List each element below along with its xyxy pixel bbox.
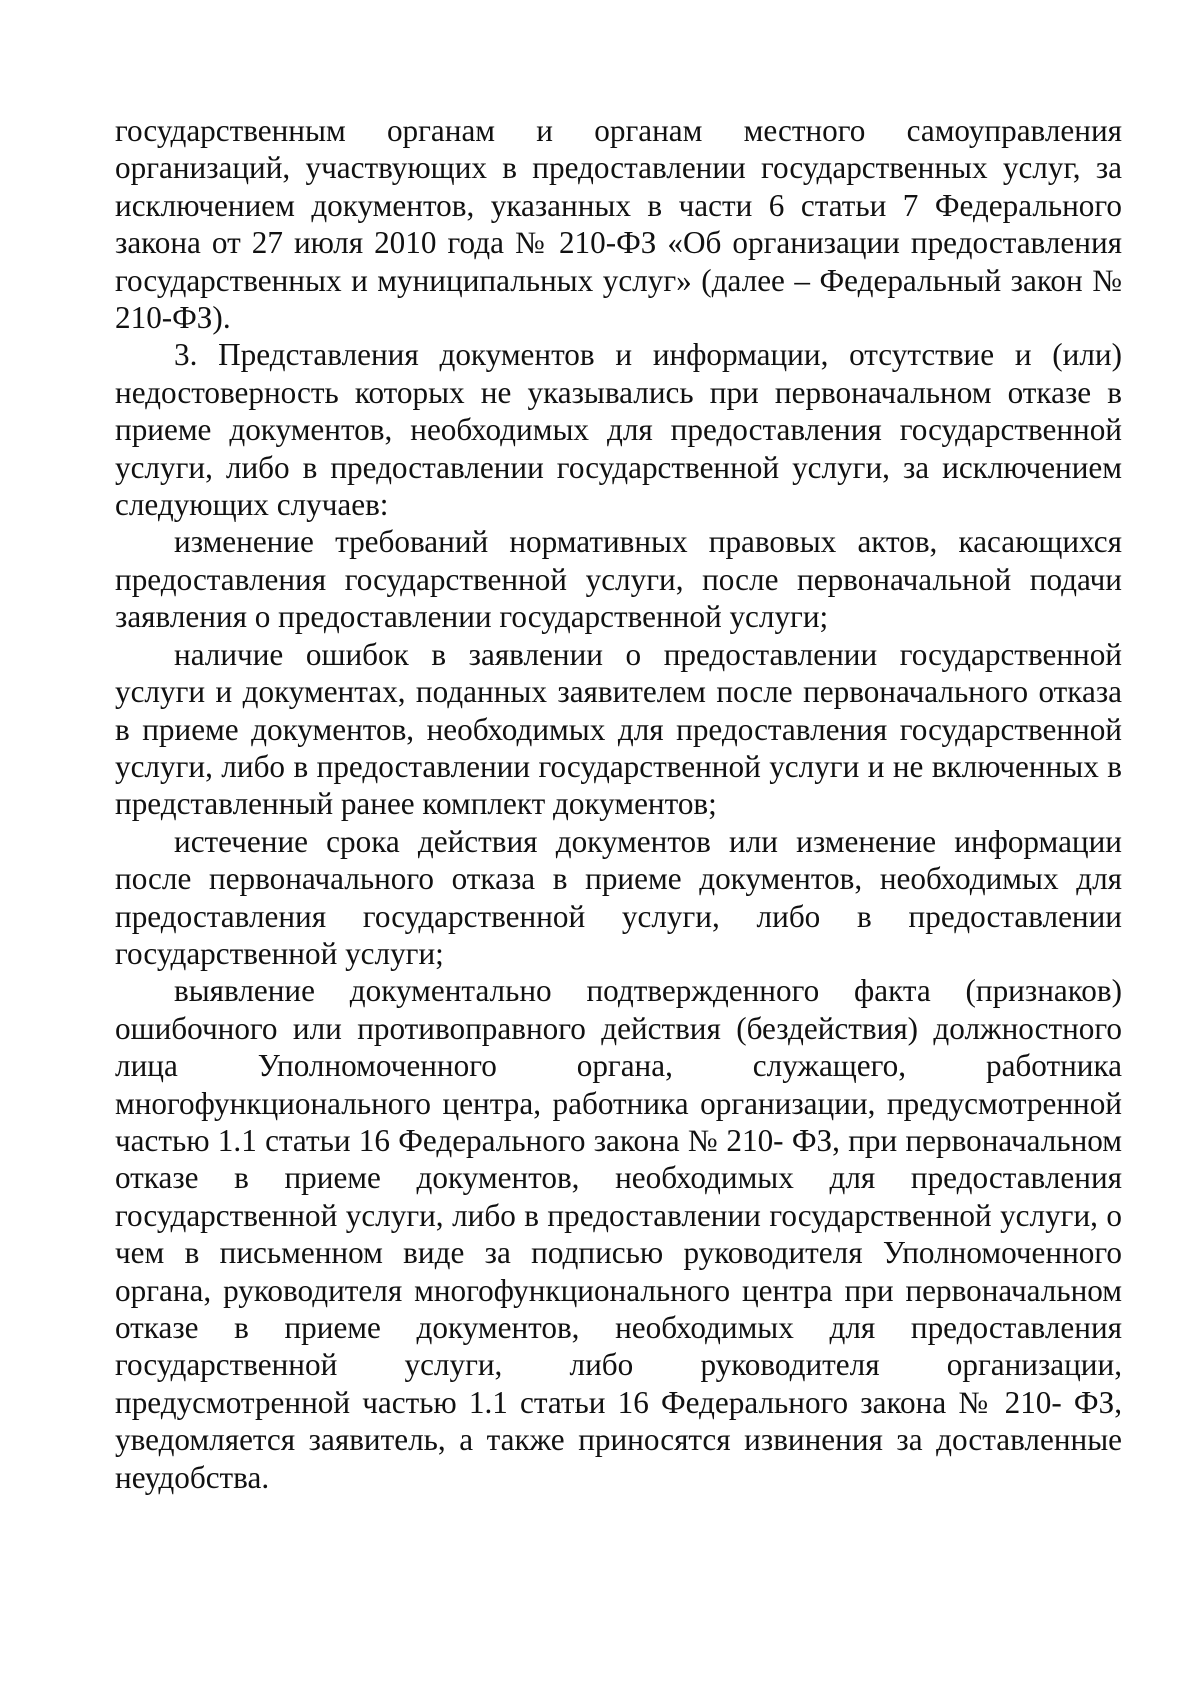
paragraph-case-requirements-change: изменение требований нормативных правовых актов, касающихся предоставления государственной услуги, после первоначальной подачи заявления о предоставлении государственной услуги; [115,524,1122,635]
paragraph-case-wrongful-action: выявление документально подтвержденного факта (признаков) ошибочного или противоправного действия (бездействия) должностного лица Уполномоченного органа, служащего, работника многофункционального центра, работника организации, предусмотренной частью 1.1 статьи 16 Федерального закона № 210- ФЗ, при первоначальном отказе в приеме документов, необходимых для предоставления государственной услуги, либо в предоставлении государственной услуги, о чем в письменном виде за подписью руководителя Уполномоченного органа, руководителя многофункционального центра при первоначальном отказе в приеме документов, необходимых для предоставления государственной услуги, либо руководителя организации, предусмотренной частью 1.1 статьи 16 Федерального закона № 210- ФЗ, уведомляется заявитель, а также приносятся извинения за доставленные неудобства. [115,973,1122,1495]
paragraph-continuation: государственным органам и органам местного самоуправления организаций, участвующих в предоставлении государственных услуг, за исключением документов, указанных в части 6 статьи 7 Федерального закона от 27 июля 2010 года № 210-ФЗ «Об организации предоставления государственных и муниципальных услуг» (далее – Федеральный закон № 210-ФЗ). [115,113,1122,336]
document-body [115,112,1122,1496]
paragraph-item-3: 3. Представления документов и информации, отсутствие и (или) недостоверность которых не указывались при первоначальном отказе в приеме документов, необходимых для предоставления государственной услуги, либо в предоставлении государственной услуги, за исключением следующих случаев: [115,337,1122,523]
paragraph-case-errors: наличие ошибок в заявлении о предоставлении государственной услуги и документах, поданных заявителем после первоначального отказа в приеме документов, необходимых для предоставления государственной услуги, либо в предоставлении государственной услуги и не включенных в представленный ранее комплект документов; [115,636,1122,822]
paragraph-case-expiration: истечение срока действия документов или изменение информации после первоначального отказа в приеме документов, необходимых для предоставления государственной услуги, либо в предоставлении государственной услуги; [115,823,1122,971]
